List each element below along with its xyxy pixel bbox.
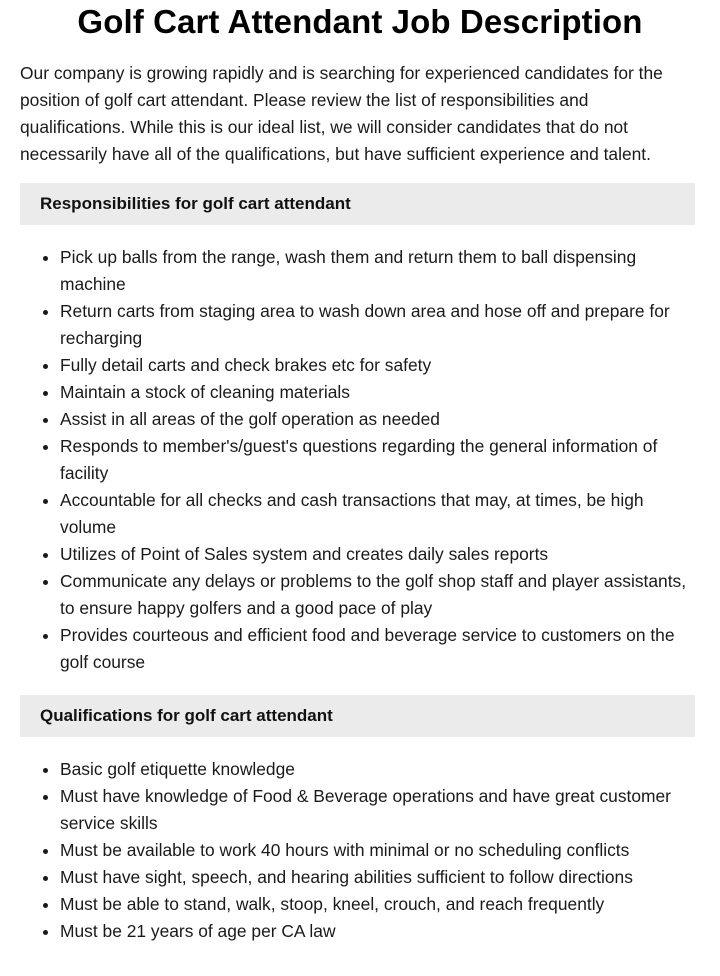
- responsibilities-list: [20, 244, 690, 676]
- list-item: Accountable for all checks and cash transactions that may, at times, be high volume: [60, 487, 690, 541]
- qualifications-list: [20, 756, 690, 945]
- responsibilities-heading-bar: [20, 183, 695, 225]
- list-item: Must be 21 years of age per CA law: [60, 918, 690, 945]
- list-item: Must have knowledge of Food & Beverage operations and have great customer service skills: [60, 783, 690, 837]
- qualifications-heading: Qualifications for golf cart attendant: [40, 706, 333, 725]
- qualifications-heading-bar: [20, 695, 695, 737]
- list-item: Must be able to stand, walk, stoop, kneel, crouch, and reach frequently: [60, 891, 690, 918]
- list-item: Return carts from staging area to wash down area and hose off and prepare for recharging: [60, 298, 690, 352]
- list-item: Provides courteous and efficient food and beverage service to customers on the golf course: [60, 622, 690, 676]
- list-item: Communicate any delays or problems to the golf shop staff and player assistants, to ensure happy golfers and a good pace of play: [60, 568, 690, 622]
- list-item: Must be available to work 40 hours with minimal or no scheduling conflicts: [60, 837, 690, 864]
- list-item: Utilizes of Point of Sales system and creates daily sales reports: [60, 541, 690, 568]
- list-item: Pick up balls from the range, wash them and return them to ball dispensing machine: [60, 244, 690, 298]
- responsibilities-heading: Responsibilities for golf cart attendant: [40, 194, 351, 213]
- list-item: Assist in all areas of the golf operation as needed: [60, 406, 690, 433]
- list-item: Basic golf etiquette knowledge: [60, 756, 690, 783]
- intro-paragraph: Our company is growing rapidly and is searching for experienced candidates for the position of golf cart attendant. Please review the list of responsibilities and qualifications. While this is our ideal list, we will consider candidates that do not necessarily have all of the qualifications, but have sufficient experience and talent.: [20, 63, 663, 164]
- page-title: Golf Cart Attendant Job Description: [77, 3, 643, 40]
- list-item: Fully detail carts and check brakes etc for safety: [60, 352, 690, 379]
- list-item: Responds to member's/guest's questions regarding the general information of facility: [60, 433, 690, 487]
- list-item: Must have sight, speech, and hearing abilities sufficient to follow directions: [60, 864, 690, 891]
- list-item: Maintain a stock of cleaning materials: [60, 379, 690, 406]
